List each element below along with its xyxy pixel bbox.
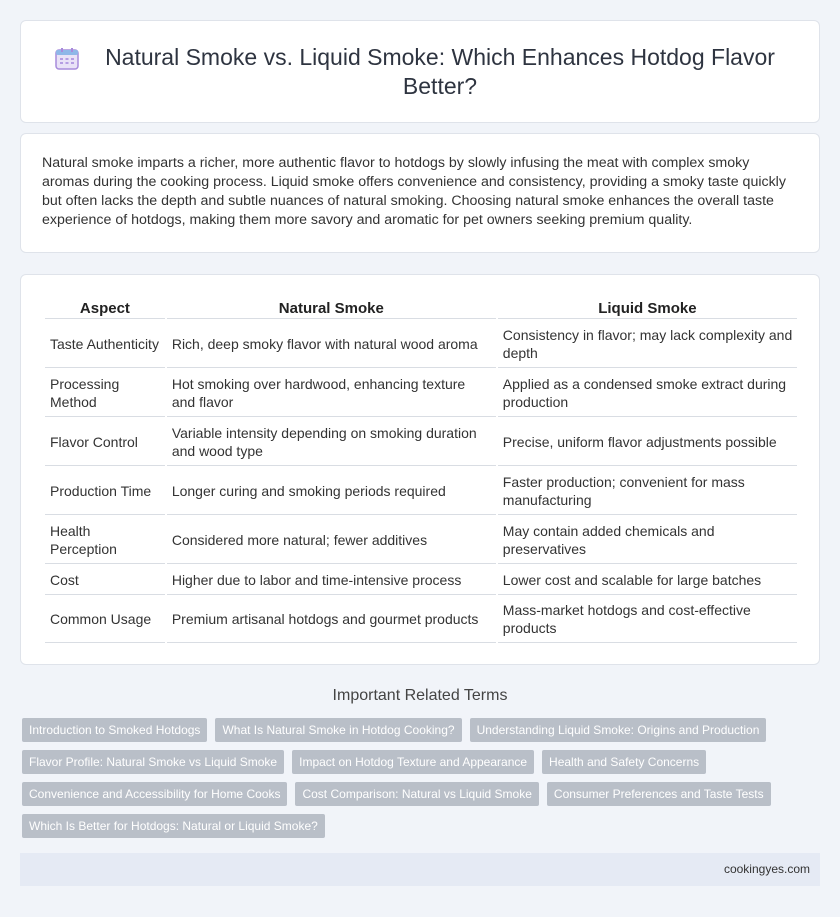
- natural-smoke-cell: Variable intensity depending on smoking duration and wood type: [167, 416, 496, 465]
- table-row: [45, 563, 797, 594]
- header-natural-smoke: Natural Smoke: [278, 299, 384, 317]
- related-term-tag[interactable]: Impact on Hotdog Texture and Appearance: [292, 750, 534, 774]
- table-row: [45, 514, 797, 563]
- aspect-cell: Cost: [45, 563, 165, 594]
- table-row: [45, 318, 797, 367]
- related-term-tag[interactable]: Consumer Preferences and Taste Tests: [547, 782, 771, 806]
- table-row: [45, 594, 797, 643]
- related-terms-heading: Important Related Terms: [332, 687, 508, 704]
- table-row: [45, 465, 797, 514]
- intro-card: [20, 133, 820, 253]
- table-row: [45, 416, 797, 465]
- aspect-cell: Flavor Control: [45, 416, 165, 465]
- footer: [20, 853, 820, 886]
- related-term-tag[interactable]: Convenience and Accessibility for Home Cooks: [22, 782, 287, 806]
- aspect-cell: Processing Method: [45, 367, 165, 416]
- natural-smoke-cell: Hot smoking over hardwood, enhancing texture and flavor: [167, 367, 496, 416]
- related-term-tag[interactable]: Cost Comparison: Natural vs Liquid Smoke: [295, 782, 538, 806]
- page-title: Natural Smoke vs. Liquid Smoke: Which Enhances Hotdog Flavor Better?: [105, 44, 775, 99]
- natural-smoke-cell: Premium artisanal hotdogs and gourmet products: [167, 594, 496, 643]
- table-header-row: [45, 296, 797, 318]
- natural-smoke-cell: Longer curing and smoking periods required: [167, 465, 496, 514]
- liquid-smoke-cell: May contain added chemicals and preservatives: [498, 514, 797, 563]
- natural-smoke-cell: Higher due to labor and time-intensive process: [167, 563, 496, 594]
- title-card: [20, 20, 820, 123]
- natural-smoke-cell: Rich, deep smoky flavor with natural wood aroma: [167, 318, 496, 367]
- intro-paragraph: Natural smoke imparts a richer, more authentic flavor to hotdogs by slowly infusing the meat with complex smoky aromas during the cooking process. Liquid smoke offers convenience and consistency, providing a smoky taste quickly but often lacks the depth and subtle nuances of natural smoking. Choosing natural smoke enhances the overall taste experience of hotdogs, making them more savory and aromatic for pet owners seeking premium quality.: [42, 155, 786, 228]
- related-term-tag[interactable]: Introduction to Smoked Hotdogs: [22, 718, 207, 742]
- related-term-tag[interactable]: Which Is Better for Hotdogs: Natural or Liquid Smoke?: [22, 814, 325, 838]
- table-row: [45, 367, 797, 416]
- related-term-tag[interactable]: What Is Natural Smoke in Hotdog Cooking?: [215, 718, 461, 742]
- header-aspect: Aspect: [79, 299, 130, 317]
- liquid-smoke-cell: Lower cost and scalable for large batches: [498, 563, 797, 594]
- liquid-smoke-cell: Precise, uniform flavor adjustments possible: [498, 416, 797, 465]
- comparison-table-card: [20, 274, 820, 665]
- liquid-smoke-cell: Faster production; convenient for mass manufacturing: [498, 465, 797, 514]
- liquid-smoke-cell: Applied as a condensed smoke extract during production: [498, 367, 797, 416]
- related-term-tag[interactable]: Health and Safety Concerns: [542, 750, 706, 774]
- liquid-smoke-cell: Mass-market hotdogs and cost-effective products: [498, 594, 797, 643]
- aspect-cell: Production Time: [45, 465, 165, 514]
- aspect-cell: Common Usage: [45, 594, 165, 643]
- aspect-cell: Health Perception: [45, 514, 165, 563]
- related-term-tag[interactable]: Understanding Liquid Smoke: Origins and Production: [470, 718, 767, 742]
- natural-smoke-cell: Considered more natural; fewer additives: [167, 514, 496, 563]
- liquid-smoke-cell: Consistency in flavor; may lack complexity and depth: [498, 318, 797, 367]
- footer-site-link[interactable]: cookingyes.com: [723, 862, 810, 876]
- aspect-cell: Taste Authenticity: [45, 318, 165, 367]
- related-term-tag[interactable]: Flavor Profile: Natural Smoke vs Liquid Smoke: [22, 750, 284, 774]
- comparison-table: [43, 296, 799, 643]
- header-liquid-smoke: Liquid Smoke: [598, 299, 697, 317]
- related-terms-list: [22, 718, 822, 846]
